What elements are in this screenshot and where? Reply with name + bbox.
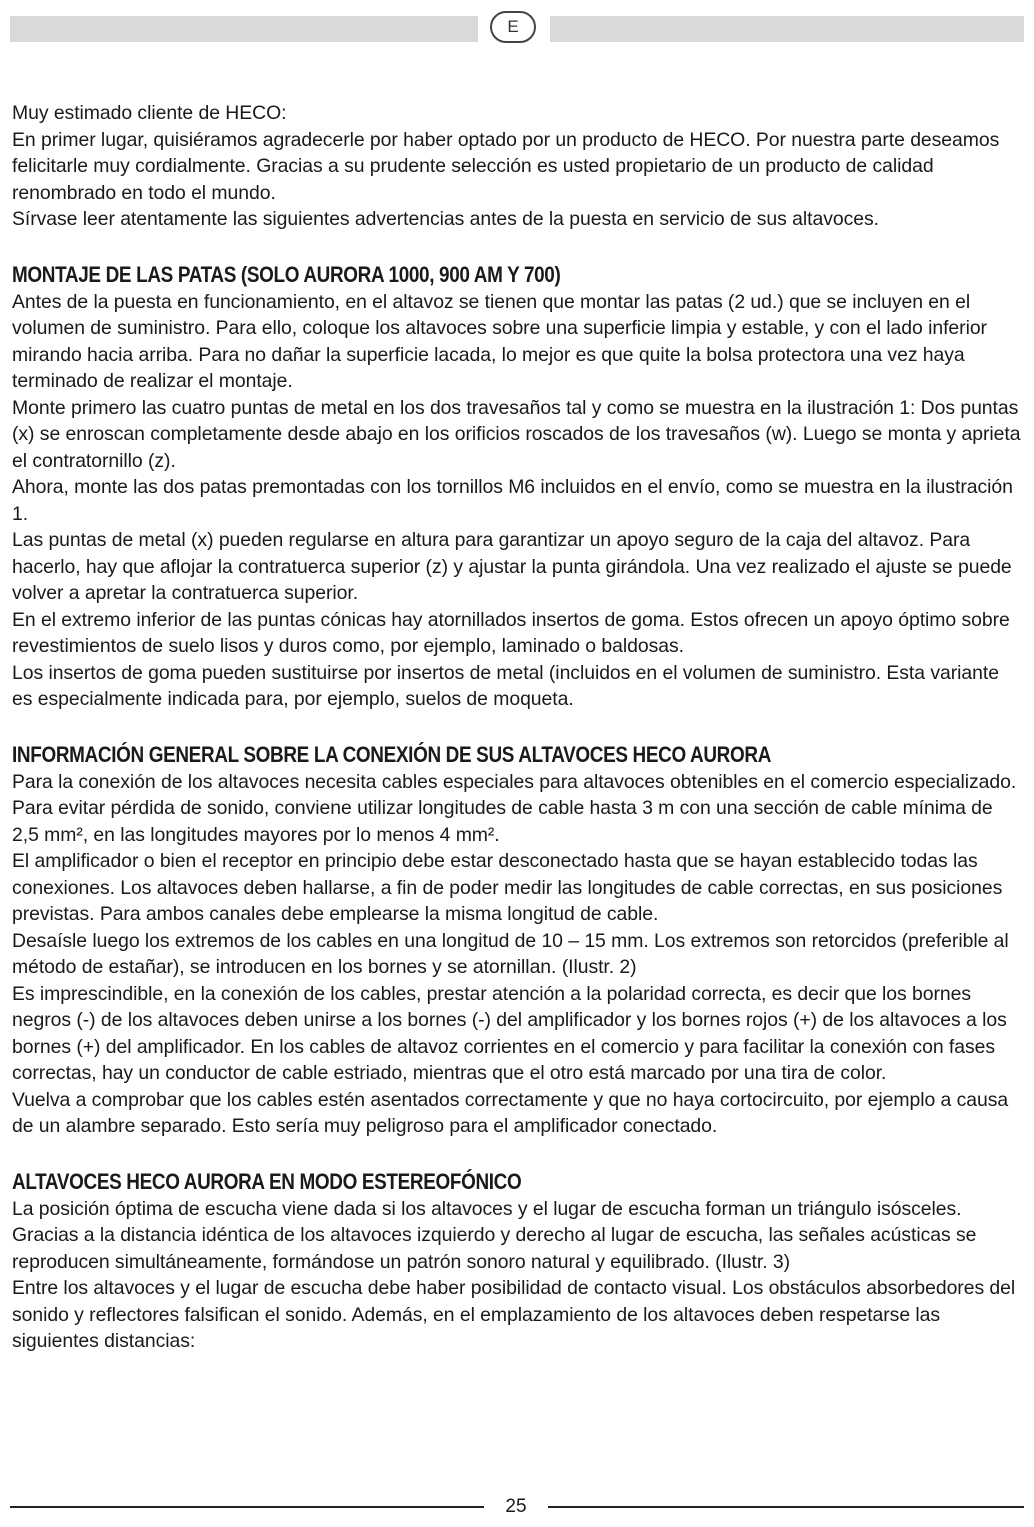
section-paragraph: El amplificador o bien el receptor en principio debe estar desconectado hasta que se hayan establecido todas las conexiones. Los altavoces deben hallarse, a fin de poder medir las longitudes de cable correctas, en sus posiciones previstas. Para ambos canales debe emplearse la misma longitud de cable. — [12, 850, 1003, 925]
section-heading: INFORMACIÓN GENERAL SOBRE LA CONEXIÓN DE SUS ALTAVOCES HECO AURORA — [12, 741, 772, 767]
intro — [12, 100, 1024, 233]
section-paragraph: Antes de la puesta en funcionamiento, en el altavoz se tienen que montar las patas (2 ud.) que se incluyen en el volumen de suministro. Para ello, coloque los altavoces sobre una superficie limpia y estable, y con el lado inferior mirando hacia arriba. Para no dañar la superficie lacada, lo mejor es que quite la bolsa protectora una vez haya terminado de realizar el montaje. — [12, 290, 987, 392]
header-bar-left — [10, 16, 478, 42]
section-heading: MONTAJE DE LAS PATAS (SOLO AURORA 1000, 900 AM Y 700) — [12, 261, 561, 287]
document-body — [12, 100, 1024, 1355]
section-paragraph: Entre los altavoces y el lugar de escucha debe haber posibilidad de contacto visual. Los obstáculos absorbedores del sonido y reflectores falsifican el sonido. Además, en el emplazamiento de los altavoces deben respetarse las siguientes distancias: — [12, 1277, 1016, 1352]
header-bar-right — [550, 16, 1024, 42]
section-paragraph: Ahora, monte las dos patas premontadas con los tornillos M6 incluidos en el envío, como se muestra en la ilustración 1. — [12, 476, 1013, 525]
footer-rule-left — [10, 1506, 484, 1508]
page-number: 25 — [505, 1496, 527, 1517]
section-estereo — [12, 1168, 1024, 1355]
intro-paragraph: En primer lugar, quisiéramos agradecerle por haber optado por un producto de HECO. Por nuestra parte deseamos felicitarle muy cordialmente. Gracias a su prudente selección es usted propietario de un producto de calidad renombrado en todo el mundo. — [12, 128, 1000, 204]
section-paragraph: Desaísle luego los extremos de los cables en una longitud de 10 – 15 mm. Los extremos son retorcidos (preferible al método de estañar), se introducen en los bornes y se atornillan. (Ilustr. 2) — [12, 929, 1009, 978]
section-paragraph: En el extremo inferior de las puntas cónicas hay atornillados insertos de goma. Estos ofrecen un apoyo óptimo sobre revestimientos de suelo lisos y duros como, por ejemplo, laminado o baldosas. — [12, 608, 1010, 657]
section-paragraph: Las puntas de metal (x) pueden regularse en altura para garantizar un apoyo seguro de la caja del altavoz. Para hacerlo, hay que aflojar la contratuerca superior (z) y ajustar la punta girándola. Una vez realizado el ajuste se puede volver a apretar la contratuerca superior. — [12, 529, 1012, 604]
section-paragraph: Monte primero las cuatro puntas de metal en los dos travesaños tal y como se muestra en la ilustración 1: Dos puntas (x) se enroscan completamente desde abajo en los orificios roscados de los travesaños (w). Luego se monta y aprieta el contratornillo (z). — [12, 396, 1021, 472]
section-paragraph: La posición óptima de escucha viene dada si los altavoces y el lugar de escucha forman un triángulo isósceles. Gracias a la distancia idéntica de los altavoces izquierdo y derecho al lugar de escucha, las señales acústicas se reproducen simultáneamente, formándose un patrón sonoro natural y equilibrado. (Ilustr. 3) — [12, 1197, 977, 1273]
section-paragraph: Para la conexión de los altavoces necesita cables especiales para altavoces obtenibles en el comercio especializado. Para evitar pérdida de sonido, conviene utilizar longitudes de cable hasta 3 m con una sección de cable mínima de 2,5 mm², en las longitudes mayores por lo menos 4 mm². — [12, 770, 1017, 846]
intro-greeting: Muy estimado cliente de HECO: — [12, 102, 287, 124]
section-paragraph: Es imprescindible, en la conexión de los cables, prestar atención a la polaridad correcta, es decir que los bornes negros (-) de los altavoces deben unirse a los bornes (-) del amplificador y los bornes rojos (+) de los altavoces a los bornes (+) del amplificador. En los cables de altavoz corrientes en el comercio y para facilitar la conexión con fases correctas, hay un conductor de cable estriado, mientras que el otro está marcado por una tira de color. — [12, 982, 1007, 1084]
section-paragraph: Los insertos de goma pueden sustituirse por insertos de metal (incluidos en el volumen de suministro. Esta variante es especialmente indicada para, por ejemplo, suelos de moqueta. — [12, 661, 999, 710]
section-montaje — [12, 261, 1024, 713]
section-paragraph: Vuelva a comprobar que los cables estén asentados correctamente y que no haya cortocircuito, por ejemplo a causa de un alambre separado. Esto sería muy peligroso para el amplificador conectado. — [12, 1088, 1009, 1137]
intro-paragraph: Sírvase leer atentamente las siguientes advertencias antes de la puesta en servicio de sus altavoces. — [12, 208, 879, 230]
language-badge: E — [490, 11, 536, 43]
section-heading: ALTAVOCES HECO AURORA EN MODO ESTEREOFÓNICO — [12, 1168, 522, 1194]
footer-rule-right — [548, 1506, 1024, 1508]
section-conexion — [12, 741, 1024, 1140]
